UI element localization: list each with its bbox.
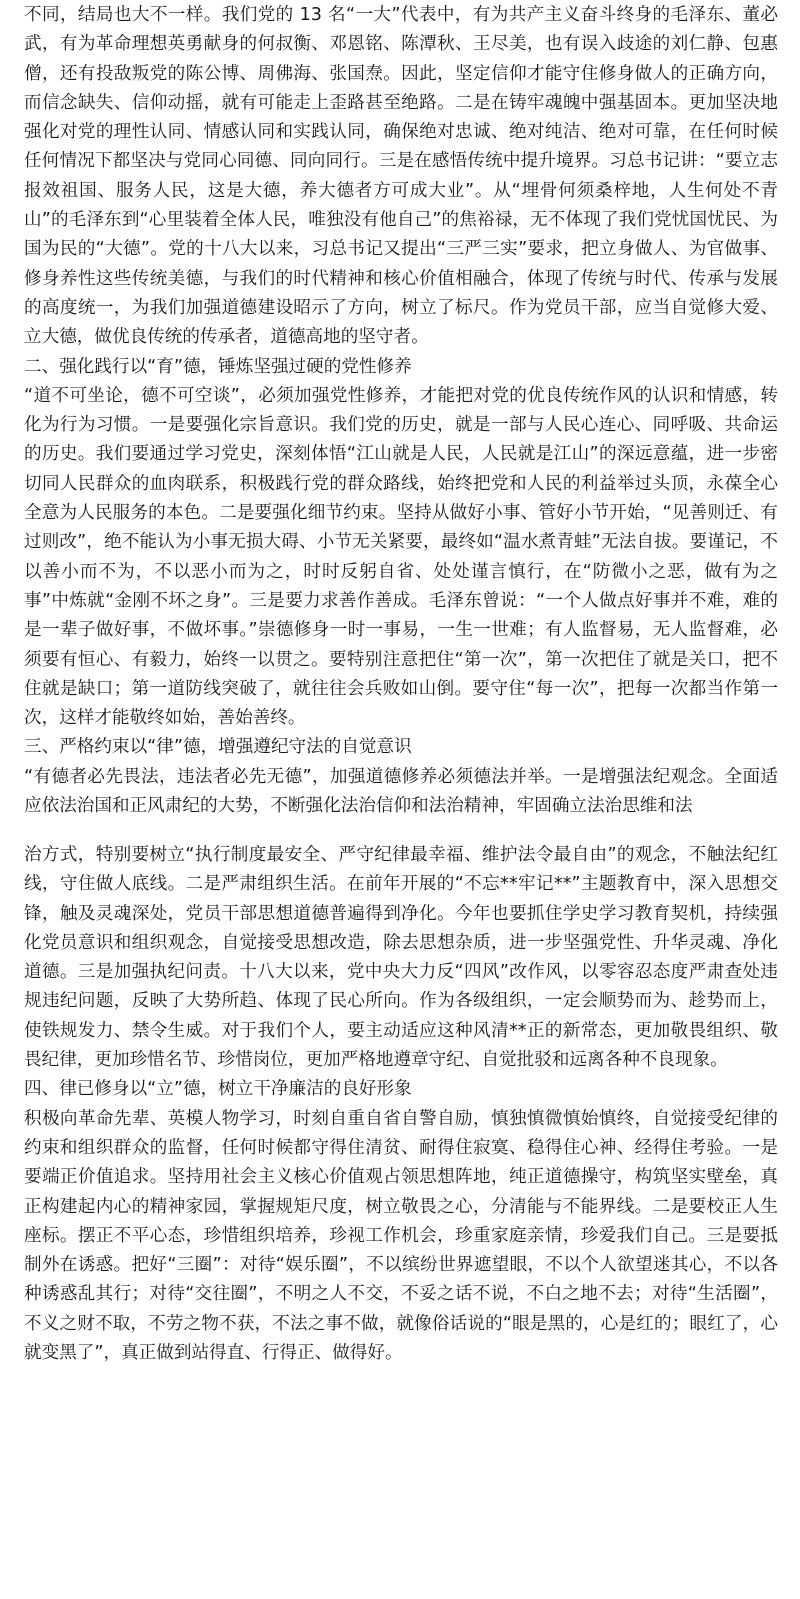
paragraph-discipline-continued: 治方式，特别要树立“执行制度最安全、严守纪律最幸福、维护法令最自由”的观念，不触法纪红线，守住做人底线。二是严肃组织生活。在前年开展的“不忘**牢记**”主题教育中，深入思想交锋，触及灵魂深处，党员干部思想道德普遍得到净化。今年也要抓住学史学习教育契机，持续强化党员意识和组织观念，自觉接受思想改造，除去思想杂质，进一步坚强党性、升华灵魂、净化道德。三是加强执纪问责。十八大以来，党中央大力反“四风”改作风，以零容忍态度严肃查处违规违纪问题，反映了大势所趋、体现了民心所向。作为各级组织，一定会顺势而为、趁势而上，使铁规发力、禁令生威。对于我们个人，要主动适应这种风清**正的新常态，更加敬畏组织、敬畏纪律，更加珍惜名节、珍惜岗位，更加严格地遵章守纪、自觉批驳和远离各种不良现象。 [24,845,778,1071]
paragraph-party-spirit: “道不可坐论，德不可空谈”，必须加强党性修养，才能把对党的优良传统作风的认识和情感，转化为行为习惯。一是要强化宗旨意识。我们党的历史，就是一部与人民心连心、同呼吸、共命运的历史。我们要通过学习党史，深刻体悟“江山就是人民，人民就是江山”的深远意蕴，进一步密切同人民群众的血肉联系，积极践行党的群众路线，始终把党和人民的利益举过头顶，永葆全心全意为人民服务的本色。二是要强化细节约束。坚持从做好小事、管好小节开始，“见善则迁、有过则改”，绝不能认为小事无损大碍、小节无关紧要，最终如“温水煮青蛙”无法自拔。要谨记，不以善小而不为，不以恶小而为之，时时反躬自省、处处谨言慎行，在“防微小之恶，做有为之事”中炼就“金刚不坏之身”。三是要力求善作善成。毛泽东曾说：“一个人做点好事并不难，难的是一辈子做好事，不做坏事。”崇德修身一时一事易，一生一世难；有人监督易，无人监督难，必须要有恒心、有毅力，始终一以贯之。要特别注意把住“第一次”，第一次把住了就是关口，把不住就是缺口；第一道防线突破了，就往往会兵败如山倒。要守住“每一次”，把每一次都当作第一次，这样才能敬终如始，善始善终。 [24,385,778,729]
section-heading-three: 三、严格约束以“律”德，增强遵纪守法的自觉意识 [24,737,412,758]
section-heading-two: 二、强化践行以“育”德，锤炼坚强过硬的党性修养 [24,356,412,377]
paragraph-faith: 不同，结局也大不一样。我们党的 13 名“一大”代表中，有为共产主义奋斗终身的毛泽东、董必武，有为革命理想英勇献身的何叔衡、邓恩铭、陈潭秋、王尽美，也有误入歧途的刘仁静、包惠僧，还有投敌叛党的陈公博、周佛海、张国焘。因此，坚定信仰才能守住修身做人的正确方向，而信念缺失、信仰动摇，就有可能走上歪路甚至绝路。二是在铸牢魂魄中强基固本。更加坚决地强化对党的理性认同、情感认同和实践认同，确保绝对忠诚、绝对纯洁、绝对可靠，在任何时候任何情况下都坚决与党同心同德、同向同行。三是在感悟传统中提升境界。习总书记讲：“要立志报效祖国、服务人民，这是大德，养大德者方可成大业”。从“埋骨何须桑梓地，人生何处不青山”的毛泽东到“心里装着全体人民，唯独没有他自己”的焦裕禄，无不体现了我们党忧国忧民、为国为民的“大德”。党的十八大以来，习总书记又提出“三严三实”要求，把立身做人、为官做事、修身养性这些传统美德，与我们的时代精神和核心价值相融合，体现了传统与时代、传承与发展的高度统一，为我们加强道德建设昭示了方向，树立了标尺。作为党员干部，应当自觉修大爱、立大德，做优良传统的传承者，道德高地的坚守者。 [24,5,778,348]
section-heading-four: 四、律已修身以“立”德，树立干净廉洁的良好形象 [24,1079,412,1100]
document-page-lower [24,841,778,1368]
paragraph-discipline-start: “有德者必先畏法，违法者必先无德”，加强道德修养必须德法并举。一是增强法纪观念。全面适应依法治国和正风肃纪的大势，不断强化法治信仰和法治精神，牢固确立法治思维和法 [24,766,778,817]
document-page-upper [24,1,778,821]
paragraph-self-cultivation: 积极向革命先辈、英模人物学习，时刻自重自省自警自励，慎独慎微慎始慎终，自觉接受纪律的约束和组织群众的监督，任何时候都守得住清贫、耐得住寂寞、稳得住心神、经得住考验。一是要端正价值追求。坚持用社会主义核心价值观占领思想阵地，纯正道德操守，构筑坚实壁垒，真正构建起内心的精神家园，掌握规矩尺度，树立敬畏之心，分清能与不能界线。二是要校正人生座标。摆正不平心态，珍惜组织培养，珍视工作机会，珍重家庭亲情，珍爱我们自己。三是要抵制外在诱惑。把好“三圈”：对待“娱乐圈”，不以缤纷世界遮望眼，不以个人欲望迷其心，不以各种诱惑乱其行；对待“交往圈”，不明之人不交，不妥之话不说，不白之地不去；对待“生活圈”，不义之财不取，不劳之物不获，不法之事不做，就像俗话说的“眼是黑的，心是红的；眼红了，心就变黑了”，真正做到站得直、行得正、做得好。 [24,1108,778,1364]
